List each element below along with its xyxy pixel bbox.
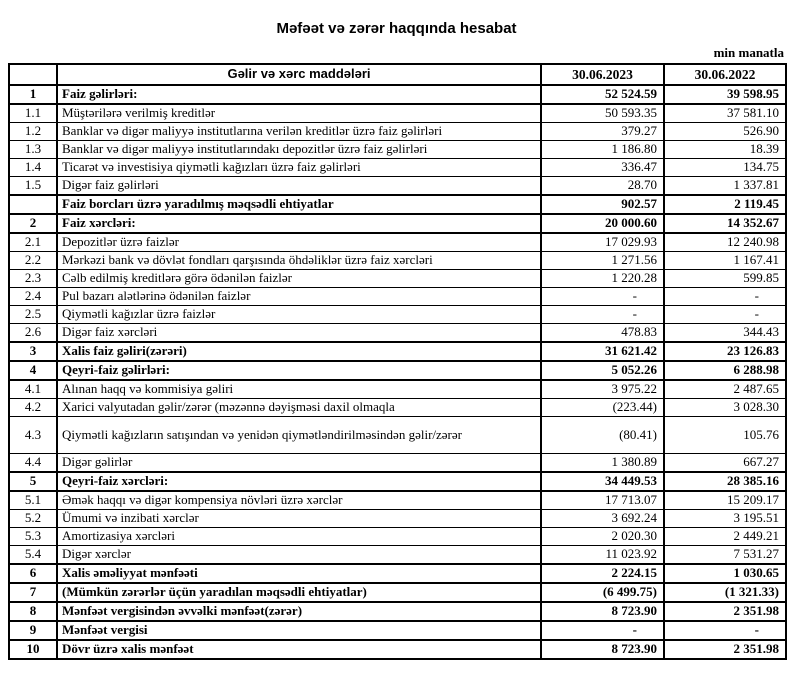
row-value-2022-cell: 3 028.30 bbox=[664, 399, 786, 417]
row-value-2023-cell: - bbox=[541, 288, 664, 306]
header-label-cell: Gəlir və xərc maddələri bbox=[57, 64, 541, 85]
row-value-2022-cell: 7 531.27 bbox=[664, 546, 786, 565]
row-label-cell: Mərkəzi bank və dövlət fondları qarşısında öhdəliklər üzrə faiz xərcləri bbox=[57, 252, 541, 270]
table-row bbox=[9, 399, 786, 417]
row-label-cell: Depozitlər üzrə faizlər bbox=[57, 233, 541, 252]
table-row bbox=[9, 528, 786, 546]
row-label-cell: Digər faiz gəlirləri bbox=[57, 177, 541, 196]
row-label-cell: Qiymətli kağızlar üzrə faizlər bbox=[57, 306, 541, 324]
row-label-cell: Banklar və digər maliyyə institutlarındakı depozitlər üzrə faiz gəlirləri bbox=[57, 141, 541, 159]
table-row bbox=[9, 454, 786, 473]
row-value-2023-cell: (6 499.75) bbox=[541, 583, 664, 602]
row-value-2023-cell: 8 723.90 bbox=[541, 640, 664, 659]
row-label-cell: Alınan haqq və kommisiya gəliri bbox=[57, 380, 541, 399]
header-date-2022-cell: 30.06.2022 bbox=[664, 64, 786, 85]
row-value-2022-cell: - bbox=[664, 288, 786, 306]
row-label-cell: Ticarət və investisiya qiymətli kağızları üzrə faiz gəlirləri bbox=[57, 159, 541, 177]
table-row bbox=[9, 252, 786, 270]
row-value-2022-cell: 3 195.51 bbox=[664, 510, 786, 528]
row-label-cell: Digər xərclər bbox=[57, 546, 541, 565]
row-value-2023-cell: - bbox=[541, 306, 664, 324]
row-value-2022-cell: 344.43 bbox=[664, 324, 786, 343]
row-number-cell: 2.2 bbox=[9, 252, 57, 270]
row-value-2023-cell: 50 593.35 bbox=[541, 104, 664, 123]
row-value-2022-cell: 667.27 bbox=[664, 454, 786, 473]
row-value-2023-cell: (80.41) bbox=[541, 417, 664, 454]
row-value-2022-cell: 6 288.98 bbox=[664, 361, 786, 380]
row-label-cell: Pul bazarı alətlərinə ödənilən faizlər bbox=[57, 288, 541, 306]
row-number-cell bbox=[9, 195, 57, 214]
row-value-2023-cell: - bbox=[541, 621, 664, 640]
row-label-cell: Müştərilərə verilmiş kreditlər bbox=[57, 104, 541, 123]
table-row bbox=[9, 510, 786, 528]
row-number-cell: 4.1 bbox=[9, 380, 57, 399]
row-value-2022-cell: 14 352.67 bbox=[664, 214, 786, 233]
row-label-cell: Qeyri-faiz xərcləri: bbox=[57, 472, 541, 491]
row-value-2023-cell: 2 020.30 bbox=[541, 528, 664, 546]
row-value-2022-cell: 28 385.16 bbox=[664, 472, 786, 491]
row-number-cell: 5 bbox=[9, 472, 57, 491]
row-value-2022-cell: 2 351.98 bbox=[664, 602, 786, 621]
table-row bbox=[9, 85, 786, 104]
row-value-2022-cell: - bbox=[664, 306, 786, 324]
row-value-2022-cell: 105.76 bbox=[664, 417, 786, 454]
table-row bbox=[9, 491, 786, 510]
table-row bbox=[9, 324, 786, 343]
table-row bbox=[9, 361, 786, 380]
row-value-2022-cell: 599.85 bbox=[664, 270, 786, 288]
row-value-2023-cell: 1 271.56 bbox=[541, 252, 664, 270]
row-number-cell: 2.4 bbox=[9, 288, 57, 306]
row-value-2022-cell: 2 351.98 bbox=[664, 640, 786, 659]
row-number-cell: 4.3 bbox=[9, 417, 57, 454]
row-number-cell: 5.1 bbox=[9, 491, 57, 510]
row-value-2023-cell: 5 052.26 bbox=[541, 361, 664, 380]
row-number-cell: 5.3 bbox=[9, 528, 57, 546]
row-value-2023-cell: 34 449.53 bbox=[541, 472, 664, 491]
row-number-cell: 4 bbox=[9, 361, 57, 380]
row-value-2022-cell: (1 321.33) bbox=[664, 583, 786, 602]
row-number-cell: 3 bbox=[9, 342, 57, 361]
row-label-cell: Əmək haqqı və digər kompensiya növləri üzrə xərclər bbox=[57, 491, 541, 510]
row-value-2022-cell: 134.75 bbox=[664, 159, 786, 177]
row-label-cell: Mənfəət vergisi bbox=[57, 621, 541, 640]
row-number-cell: 5.4 bbox=[9, 546, 57, 565]
row-value-2022-cell: - bbox=[664, 621, 786, 640]
row-value-2022-cell: 12 240.98 bbox=[664, 233, 786, 252]
row-value-2023-cell: 52 524.59 bbox=[541, 85, 664, 104]
row-value-2023-cell: 478.83 bbox=[541, 324, 664, 343]
table-row bbox=[9, 104, 786, 123]
table-header bbox=[9, 64, 786, 85]
table-row bbox=[9, 546, 786, 565]
table-row bbox=[9, 159, 786, 177]
row-label-cell: Mənfəət vergisindən əvvəlki mənfəət(zərər) bbox=[57, 602, 541, 621]
row-value-2022-cell: 2 449.21 bbox=[664, 528, 786, 546]
header-date-2023-cell: 30.06.2023 bbox=[541, 64, 664, 85]
row-value-2022-cell: 526.90 bbox=[664, 123, 786, 141]
row-number-cell: 8 bbox=[9, 602, 57, 621]
row-value-2023-cell: 1 220.28 bbox=[541, 270, 664, 288]
row-value-2023-cell: 8 723.90 bbox=[541, 602, 664, 621]
table-row bbox=[9, 123, 786, 141]
row-value-2022-cell: 2 487.65 bbox=[664, 380, 786, 399]
table-row bbox=[9, 472, 786, 491]
row-value-2022-cell: 1 337.81 bbox=[664, 177, 786, 196]
row-label-cell: (Mümkün zərərlər üçün yaradılan məqsədli ehtiyatlar) bbox=[57, 583, 541, 602]
table-row bbox=[9, 640, 786, 659]
row-value-2023-cell: 17 029.93 bbox=[541, 233, 664, 252]
row-value-2023-cell: 20 000.60 bbox=[541, 214, 664, 233]
row-label-cell: Qiymətli kağızların satışından və yenidən qiymətləndirilməsindən gəlir/zərər bbox=[57, 417, 541, 454]
row-value-2023-cell: 28.70 bbox=[541, 177, 664, 196]
table-row bbox=[9, 602, 786, 621]
header-number-cell bbox=[9, 64, 57, 85]
row-label-cell: Faiz borcları üzrə yaradılmış məqsədli ehtiyatlar bbox=[57, 195, 541, 214]
row-value-2023-cell: 3 692.24 bbox=[541, 510, 664, 528]
header-row bbox=[9, 64, 786, 85]
row-value-2022-cell: 15 209.17 bbox=[664, 491, 786, 510]
row-number-cell: 1.4 bbox=[9, 159, 57, 177]
row-value-2022-cell: 23 126.83 bbox=[664, 342, 786, 361]
row-number-cell: 4.2 bbox=[9, 399, 57, 417]
row-value-2023-cell: 3 975.22 bbox=[541, 380, 664, 399]
row-value-2022-cell: 1 030.65 bbox=[664, 564, 786, 583]
unit-label: min manatla bbox=[713, 45, 784, 60]
row-number-cell: 1.2 bbox=[9, 123, 57, 141]
row-label-cell: Amortizasiya xərcləri bbox=[57, 528, 541, 546]
row-value-2022-cell: 39 598.95 bbox=[664, 85, 786, 104]
row-value-2023-cell: 11 023.92 bbox=[541, 546, 664, 565]
table-row bbox=[9, 214, 786, 233]
row-label-cell: Faiz xərcləri: bbox=[57, 214, 541, 233]
row-number-cell: 5.2 bbox=[9, 510, 57, 528]
row-label-cell: Faiz gəlirləri: bbox=[57, 85, 541, 104]
row-number-cell: 2.1 bbox=[9, 233, 57, 252]
row-label-cell: Xalis əməliyyat mənfəəti bbox=[57, 564, 541, 583]
row-value-2023-cell: 1 186.80 bbox=[541, 141, 664, 159]
row-number-cell: 9 bbox=[9, 621, 57, 640]
row-value-2022-cell: 18.39 bbox=[664, 141, 786, 159]
row-number-cell: 2.6 bbox=[9, 324, 57, 343]
table-row bbox=[9, 583, 786, 602]
profit-loss-table bbox=[8, 63, 787, 660]
table-row bbox=[9, 380, 786, 399]
table-row bbox=[9, 177, 786, 196]
row-number-cell: 2.5 bbox=[9, 306, 57, 324]
table-row bbox=[9, 270, 786, 288]
row-label-cell: Digər faiz xərcləri bbox=[57, 324, 541, 343]
row-number-cell: 1.5 bbox=[9, 177, 57, 196]
table-row bbox=[9, 564, 786, 583]
row-value-2023-cell: 336.47 bbox=[541, 159, 664, 177]
row-value-2022-cell: 1 167.41 bbox=[664, 252, 786, 270]
row-value-2022-cell: 2 119.45 bbox=[664, 195, 786, 214]
row-label-cell: Cəlb edilmiş kreditlərə görə ödənilən faizlər bbox=[57, 270, 541, 288]
table-row bbox=[9, 233, 786, 252]
row-value-2023-cell: 31 621.42 bbox=[541, 342, 664, 361]
row-value-2023-cell: 17 713.07 bbox=[541, 491, 664, 510]
row-number-cell: 1 bbox=[9, 85, 57, 104]
table-row bbox=[9, 288, 786, 306]
row-value-2023-cell: 2 224.15 bbox=[541, 564, 664, 583]
page-title: Məfəət və zərər haqqında hesabat bbox=[276, 20, 517, 37]
row-label-cell: Banklar və digər maliyyə institutlarına verilən kreditlər üzrə faiz gəlirləri bbox=[57, 123, 541, 141]
row-number-cell: 7 bbox=[9, 583, 57, 602]
row-label-cell: Digər gəlirlər bbox=[57, 454, 541, 473]
table-row bbox=[9, 342, 786, 361]
table-row bbox=[9, 195, 786, 214]
row-number-cell: 4.4 bbox=[9, 454, 57, 473]
row-label-cell: Ümumi və inzibati xərclər bbox=[57, 510, 541, 528]
report-page bbox=[0, 20, 793, 682]
row-number-cell: 6 bbox=[9, 564, 57, 583]
table-row bbox=[9, 306, 786, 324]
report-table-body bbox=[9, 85, 786, 659]
row-value-2023-cell: 1 380.89 bbox=[541, 454, 664, 473]
row-value-2023-cell: 902.57 bbox=[541, 195, 664, 214]
row-value-2023-cell: (223.44) bbox=[541, 399, 664, 417]
row-number-cell: 1.1 bbox=[9, 104, 57, 123]
row-label-cell: Xarici valyutadan gəlir/zərər (məzənnə dəyişməsi daxil olmaqla bbox=[57, 399, 541, 417]
row-value-2022-cell: 37 581.10 bbox=[664, 104, 786, 123]
table-row bbox=[9, 621, 786, 640]
row-number-cell: 2 bbox=[9, 214, 57, 233]
row-number-cell: 2.3 bbox=[9, 270, 57, 288]
row-label-cell: Xalis faiz gəliri(zərəri) bbox=[57, 342, 541, 361]
row-number-cell: 1.3 bbox=[9, 141, 57, 159]
row-value-2023-cell: 379.27 bbox=[541, 123, 664, 141]
row-label-cell: Dövr üzrə xalis mənfəət bbox=[57, 640, 541, 659]
table-row bbox=[9, 141, 786, 159]
table-row bbox=[9, 417, 786, 454]
row-number-cell: 10 bbox=[9, 640, 57, 659]
row-label-cell: Qeyri-faiz gəlirləri: bbox=[57, 361, 541, 380]
